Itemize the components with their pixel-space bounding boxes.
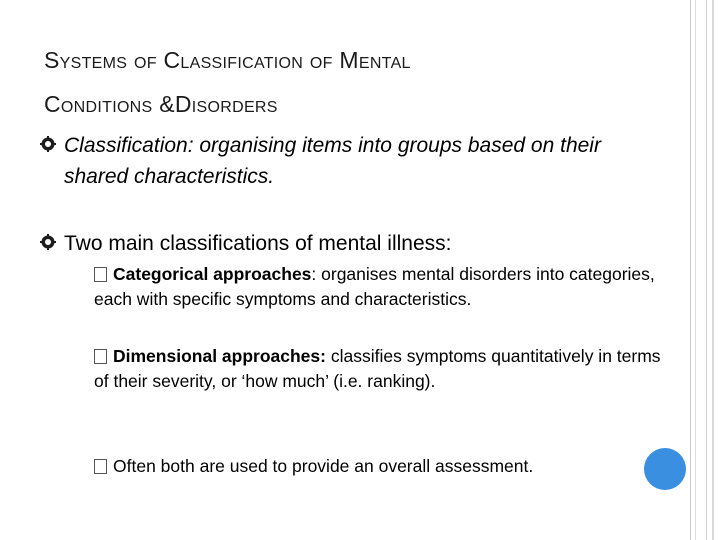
decorative-rule xyxy=(695,0,696,540)
box-bullet-icon xyxy=(94,459,107,474)
title-line-1 xyxy=(44,47,411,73)
title-word: ENTAL xyxy=(358,55,411,72)
decorative-rule xyxy=(712,0,714,540)
sub-bullet-text: : organises mental disorders into categories, each with specific symptoms and characteristics. xyxy=(94,264,655,309)
bullet-text: Two main classifications of mental illness: xyxy=(64,232,452,255)
title-cap: C xyxy=(44,91,61,117)
title-line-2 xyxy=(44,91,278,117)
title-cap: C xyxy=(163,47,181,73)
gear-bullet-icon xyxy=(40,234,56,250)
title-cap: &D xyxy=(159,91,192,117)
box-bullet-icon xyxy=(94,349,107,364)
title-word: LASSIFICATION xyxy=(180,55,304,72)
decorative-rule xyxy=(690,0,691,540)
bullet-text: Classification: organising items into groups based on their shared characteristics. xyxy=(64,134,601,188)
sub-bullet-item xyxy=(94,262,664,312)
sub-bullet-term: Dimensional approaches: xyxy=(113,346,326,366)
title-word: YSTEMS xyxy=(59,55,128,72)
decorative-rule xyxy=(706,0,707,540)
decorative-circle xyxy=(644,448,686,490)
box-bullet-icon xyxy=(94,267,107,282)
title-word: OF xyxy=(133,55,157,72)
slide-title xyxy=(44,40,664,128)
sub-bullet-item xyxy=(94,344,664,394)
sub-bullet-text: Often both are used to provide an overall assessment. xyxy=(113,456,534,476)
title-cap: M xyxy=(339,47,359,73)
sub-bullet-text: classifies symptoms quantitatively in terms of their severity, or ‘how much’ (i.e. ranking). xyxy=(94,346,661,391)
title-word: ONDITIONS xyxy=(60,99,153,116)
sub-bullet-item xyxy=(94,454,664,479)
title-word: ISORDERS xyxy=(191,99,278,116)
title-cap: S xyxy=(44,47,60,73)
title-word: OF xyxy=(309,55,333,72)
sub-bullet-term: Categorical approaches xyxy=(113,264,312,284)
gear-bullet-icon xyxy=(40,136,56,152)
